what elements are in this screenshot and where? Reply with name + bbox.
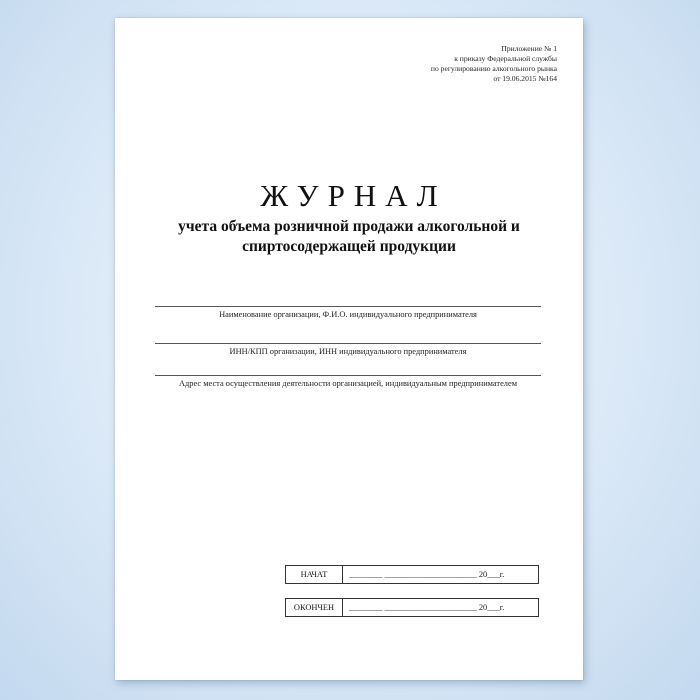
appendix-line-1: Приложение № 1: [501, 44, 557, 53]
appendix-line-3: по регулированию алкогольного рынка: [430, 64, 557, 73]
journal-cover-page: [115, 18, 583, 680]
inn-caption: ИНН/КПП организации, ИНН индивидуального предпринимателя: [229, 347, 467, 356]
inn-line: [155, 343, 541, 344]
appendix-note: [431, 44, 557, 84]
appendix-line-2: к приказу Федеральной службы: [454, 54, 557, 63]
subtitle-line-1: учета объема розничной продажи алкогольной и: [178, 218, 520, 235]
address-field: [155, 375, 541, 389]
address-line: [155, 375, 541, 376]
appendix-line-4: от 19.06.2015 №164: [493, 74, 557, 83]
org-name-field: [155, 306, 541, 320]
started-value: ________ ______________________ 20___г.: [349, 570, 505, 579]
org-name-line: [155, 306, 541, 307]
ended-date-box: [285, 598, 539, 617]
address-caption: Адрес места осуществления деятельности организацией, индивидуальным предпринимателем: [179, 379, 517, 388]
started-date-box: [285, 565, 539, 584]
ended-value: ________ ______________________ 20___г.: [349, 603, 505, 612]
org-name-caption: Наименование организации, Ф.И.О. индивидуального предпринимателя: [219, 310, 477, 319]
ended-label: ОКОНЧЕН: [286, 599, 343, 616]
journal-title: ЖУРНАЛ: [260, 178, 447, 213]
inn-field: [155, 343, 541, 357]
journal-subtitle: [135, 217, 563, 257]
subtitle-line-2: спиртосодержащей продукции: [242, 238, 456, 255]
started-label: НАЧАТ: [286, 566, 343, 583]
